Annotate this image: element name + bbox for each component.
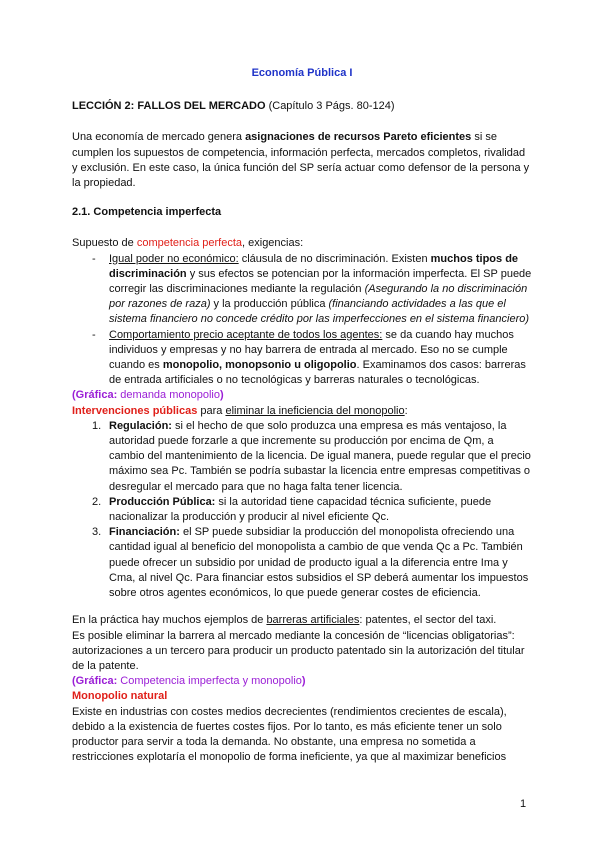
licenses-paragraph: Es posible eliminar la barrera al mercado mediante la concesión de “licencias obligatorias”: autorizaciones a un tercero para producir un producto patentado sin la autorización del titular de la patente.: [72, 629, 525, 672]
lead-highlight: competencia perfecta: [136, 237, 243, 250]
dash-bullet: -: [92, 328, 96, 341]
page-number: 1: [520, 798, 527, 810]
item-bold: Producción Pública:: [109, 495, 216, 508]
intro-bold: asignaciones de recursos Pareto eficientes: [245, 131, 472, 144]
graph-title: Competencia imperfecta y monopolio: [120, 675, 302, 688]
interventions-underlined: eliminar la ineficiencia del monopolio: [225, 404, 405, 417]
lesson-title: LECCIÓN 2: FALLOS DEL MERCADO: [72, 100, 266, 113]
item-text: si la autoridad tiene capacidad técnica suficiente, puede nacionalizar la producción y producir al nivel eficiente Qc.: [109, 495, 492, 524]
item-text: y sus efectos se potencian por la información imperfecta. El SP puede corregir las discriminaciones mediante la regulación: [109, 267, 532, 296]
item-bold: muchos tipos de discriminación: [109, 252, 519, 280]
spacer: [72, 601, 532, 613]
item-italic: (financiando actividades a las que el sistema financiero no concede crédito por las imperfecciones en el sistema financiero): [109, 298, 530, 326]
item-text: y la producción pública: [210, 298, 329, 311]
graph-title: demanda monopolio: [120, 389, 220, 402]
intro-paragraph: [72, 130, 532, 191]
natural-monopoly-text: Existe en industrias con costes medios decrecientes (rendimientos crecientes de escala), debido a la existencia de fuertes costes fijos. Por lo tanto, es más eficiente tener un solo productor para servir a toda la demanda. No obstante, una empresa no sometida a restricciones explotaría el monopolio de forma ineficiente, ya que al maximizar beneficios: [72, 705, 507, 764]
item-text: . Examinamos dos casos: barreras de entrada artificiales o no tecnológicas y barreras naturales o tecnológicas.: [109, 359, 526, 387]
practice-text: En la práctica hay muchos ejemplos de: [72, 614, 267, 627]
graph-close: ): [219, 389, 224, 402]
intro-text-2: si se cumplen los supuestos de competencia, información perfecta, mercados completos, rivalidad y exclusión. En este caso, la única función del SP sería actuar como defensor de la persona y la propiedad.: [72, 131, 530, 190]
assumption-lead: [72, 236, 532, 251]
graph-label: (Gráfica:: [72, 675, 121, 688]
item-bold: monopolio, monopsonio u oligopolio: [162, 359, 357, 372]
list-item: [72, 525, 532, 601]
item-italic: (Asegurando la no discriminación por razones de raza): [109, 283, 528, 311]
practice-text: : patentes, el sector del taxi.: [359, 614, 497, 627]
list-number: 3.: [92, 526, 102, 539]
list-item: [72, 252, 532, 328]
item-bold: Regulación:: [109, 419, 172, 432]
practice-paragraph: [72, 613, 532, 628]
lead-text-2: , exigencias:: [242, 237, 304, 250]
requirements-list: [72, 252, 532, 389]
lead-text-1: Supuesto de: [72, 237, 137, 250]
graph-close: ): [301, 675, 306, 688]
graph-reference: [72, 388, 532, 403]
item-text: el SP puede subsidiar la producción del monopolista ofreciendo una cantidad igual al beneficio del monopolista a cambio de que venda Qc a Pc. También puede ofrecer un subsidio por unidad de producto igual a la diferencia entre Ima y Cma, al nivel Qc. Para financiar estos subsidios el SP deberá aumentar los impuestos sobre otros agentes económicos, lo que puede generar costes de eficiencia.: [109, 526, 529, 600]
graph-reference: [72, 674, 532, 689]
interventions-lead: [72, 404, 532, 419]
list-item: [72, 419, 532, 495]
interventions-text: para: [197, 404, 226, 417]
lesson-heading: [72, 99, 532, 114]
interventions-heading: Intervenciones públicas: [72, 404, 198, 417]
interventions-colon: :: [404, 404, 408, 417]
intro-text-1: Una economía de mercado genera: [72, 131, 246, 144]
section-heading: 2.1. Competencia imperfecta: [72, 206, 222, 219]
list-item: [72, 328, 532, 389]
dash-bullet: -: [92, 252, 96, 265]
graph-label: (Gráfica:: [72, 389, 121, 402]
practice-underlined: barreras artificiales: [266, 614, 360, 627]
lesson-reference: (Capítulo 3 Págs. 80-124): [265, 100, 395, 113]
item-text: se da cuando hay muchos individuos y empresas y no hay barrera de entrada al mercado. Eso no se cumple cuando es: [109, 328, 514, 372]
natural-monopoly-heading: Monopolio natural: [72, 690, 168, 703]
item-underlined: Igual poder no económico:: [109, 252, 239, 265]
list-number: 1.: [92, 419, 102, 432]
page-content: [72, 66, 532, 765]
item-text: cláusula de no discriminación. Existen: [238, 252, 431, 265]
interventions-list: [72, 419, 532, 601]
document-title: Economía Pública I: [251, 67, 353, 79]
item-underlined: Comportamiento precio aceptante de todos los agentes:: [109, 328, 383, 341]
item-bold: Financiación:: [109, 526, 180, 539]
item-text: si el hecho de que solo produzca una empresa es más ventajoso, la autoridad puede forzarle a que incremente su producción por encima de Qm, a cambio del mantenimiento de la licencia. De igual manera, puede regular que el precio máximo sea Pc. También se podría subastar la licencia entre empresas competitivas o desregular el mercado para que no haga falta tener licencia.: [109, 419, 531, 493]
list-item: [72, 495, 532, 525]
list-number: 2.: [92, 495, 102, 508]
